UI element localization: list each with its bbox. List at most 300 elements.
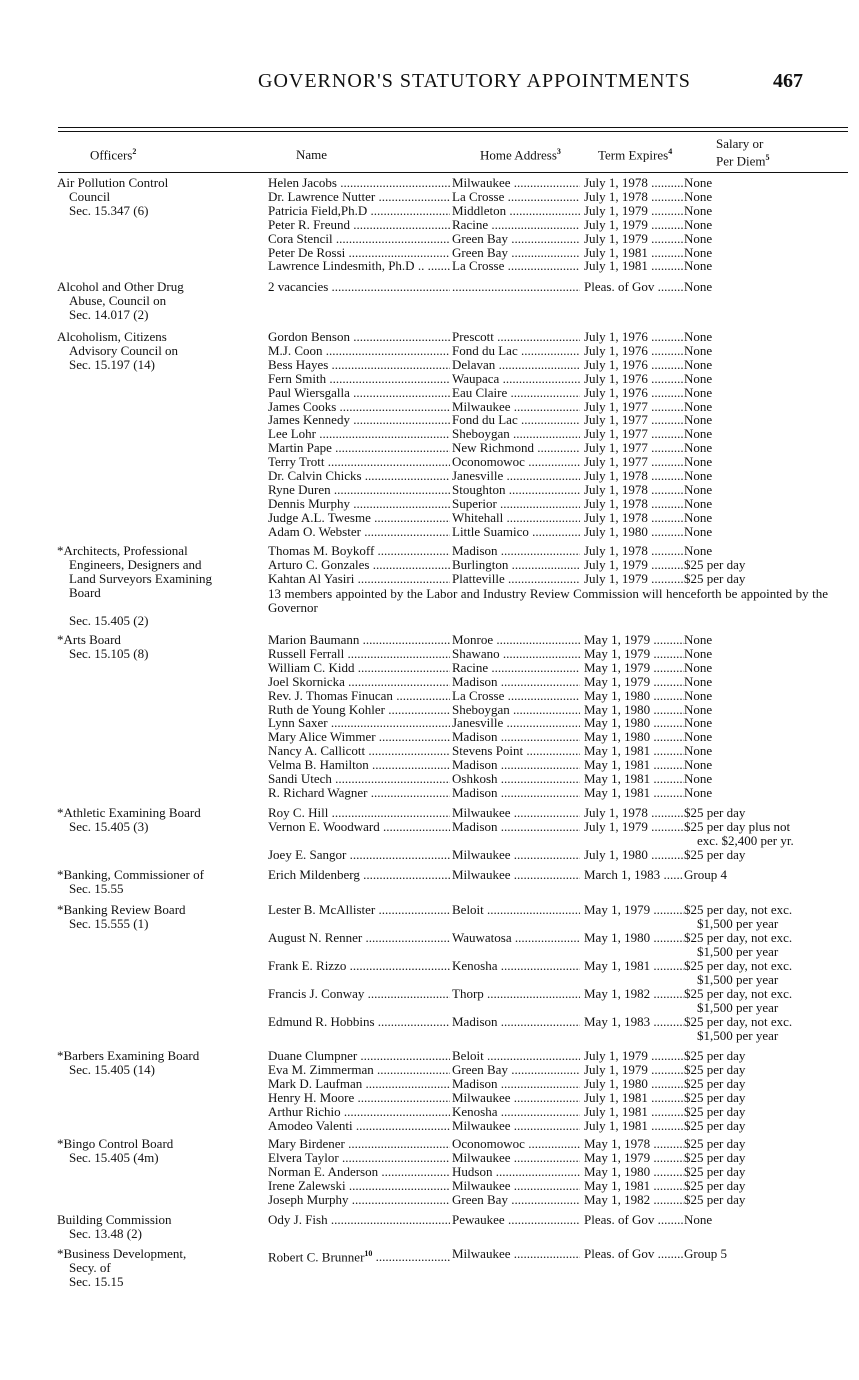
term-expires: May 1, 1980 .....	[584, 716, 684, 730]
home-address: Madison .....	[452, 1015, 580, 1029]
appointee-name: Adam O. Webster .....	[268, 525, 450, 539]
appointee-name: Lee Lohr .....	[268, 427, 450, 441]
table-row	[0, 1137, 859, 1151]
appointee-name: Joel Skornicka .....	[268, 675, 450, 689]
home-address: Madison .....	[452, 820, 580, 834]
officer-label-line: Sec. 15.15	[69, 1274, 124, 1289]
salary: $25 per day	[684, 1118, 746, 1133]
salary: None	[684, 496, 713, 511]
salary: $25 per day, not exc.	[684, 903, 793, 917]
salary: $25 per day plus not	[684, 819, 791, 834]
table-row	[0, 1015, 859, 1043]
term-expires: July 1, 1976 .....	[584, 344, 684, 358]
table-row	[0, 511, 859, 525]
term-expires: May 1, 1980 .....	[584, 703, 684, 717]
salary: $25 per day	[684, 1090, 746, 1105]
home-address: Monroe .....	[452, 633, 580, 647]
table-row	[0, 987, 859, 1015]
salary: $25 per day	[684, 1049, 746, 1063]
term-expires: July 1, 1978 .....	[584, 190, 684, 204]
home-address: Stoughton .....	[452, 483, 580, 497]
home-address: Waupaca .....	[452, 372, 580, 386]
salary: None	[684, 482, 713, 497]
term-expires: July 1, 1981 .....	[584, 259, 684, 273]
salary: None	[684, 716, 713, 731]
officer-label-line: Board	[69, 585, 101, 600]
officer-label-line: Secy. of	[69, 1260, 111, 1275]
table-row	[0, 1151, 859, 1165]
appointee-name: 2 vacancies .....	[268, 280, 450, 294]
salary: $25 per day	[684, 571, 746, 586]
appointee-name: Mark D. Laufman .....	[268, 1077, 450, 1091]
home-address: La Crosse .....	[452, 190, 580, 204]
term-expires: July 1, 1979 .....	[584, 232, 684, 246]
salary: None	[684, 330, 713, 344]
salary: None	[684, 385, 713, 400]
table-row	[0, 730, 859, 744]
appointee-name: Patricia Field,Ph.D .....	[268, 204, 450, 218]
column-salary: Salary or Per Diem$^5$	[716, 136, 770, 169]
appointee-name: Bess Hayes .....	[268, 358, 450, 372]
home-address: Thorp .....	[452, 987, 580, 1001]
salary: None	[684, 544, 713, 558]
officer-label-line: Air Pollution Control	[57, 175, 169, 190]
salary: None	[684, 524, 713, 539]
term-expires: July 1, 1977 .....	[584, 441, 684, 455]
table-row	[0, 959, 859, 987]
salary: None	[684, 427, 713, 442]
home-address: Green Bay .....	[452, 246, 580, 260]
salary: $25 per day, not exc.	[684, 959, 793, 973]
home-address: Milwaukee .....	[452, 1179, 580, 1193]
appointee-name: Mary Birdener .....	[268, 1137, 450, 1151]
table-row	[0, 1063, 859, 1077]
home-address: Milwaukee .....	[452, 400, 580, 414]
salary: None	[684, 189, 713, 204]
home-address: Shawano .....	[452, 647, 580, 661]
appointee-name: Cora Stencil .....	[268, 232, 450, 246]
header-rule-bottom	[58, 131, 848, 132]
table-row	[0, 280, 859, 294]
appointee-name: Lawrence Lindesmith, Ph.D .. .....	[268, 259, 450, 273]
home-address: Platteville .....	[452, 572, 580, 586]
home-address: Oconomowoc .....	[452, 455, 580, 469]
home-address: New Richmond .....	[452, 441, 580, 455]
salary: None	[684, 280, 713, 294]
term-expires: May 1, 1981 .....	[584, 758, 684, 772]
home-address: Milwaukee .....	[452, 1151, 580, 1165]
salary: None	[684, 730, 713, 745]
term-expires: July 1, 1981 .....	[584, 1091, 684, 1105]
home-address: Superior .....	[452, 497, 580, 511]
officer-label-line: Sec. 15.197 (14)	[69, 357, 155, 372]
table-row	[0, 190, 859, 204]
home-address: Milwaukee .....	[452, 1091, 580, 1105]
term-expires: May 1, 1983 .....	[584, 1015, 684, 1029]
salary: None	[684, 702, 713, 717]
officer-label-line: Sec. 13.48 (2)	[69, 1226, 142, 1241]
appointee-name: August N. Renner .....	[268, 931, 450, 945]
column-term-expires: Term Expires$^4$	[598, 147, 673, 163]
salary-continued: $1,500 per year	[697, 972, 779, 987]
appointee-name: Martin Pape .....	[268, 441, 450, 455]
table-row	[0, 572, 859, 586]
term-expires: July 1, 1979 .....	[584, 218, 684, 232]
officer-label-line: Sec. 15.405 (2)	[69, 613, 149, 628]
salary: $25 per day	[684, 847, 746, 862]
table-row	[0, 675, 859, 689]
appointee-name: Arthur Richio .....	[268, 1105, 450, 1119]
salary-continued: $1,500 per year	[697, 916, 779, 931]
salary: None	[684, 1213, 713, 1227]
term-expires: May 1, 1981 .....	[584, 772, 684, 786]
page-number: 467	[773, 70, 803, 92]
home-address: Madison .....	[452, 544, 580, 558]
table-row	[0, 1077, 859, 1091]
appointee-name: Nancy A. Callicott .....	[268, 744, 450, 758]
table-row	[0, 703, 859, 717]
home-address: Milwaukee .....	[452, 1119, 580, 1133]
home-address: Delavan .....	[452, 358, 580, 372]
term-expires: July 1, 1978 .....	[584, 483, 684, 497]
table-row	[0, 469, 859, 483]
table-row	[0, 1213, 859, 1227]
appointee-name: Dennis Murphy .....	[268, 497, 450, 511]
appointee-name: Norman E. Anderson .....	[268, 1165, 450, 1179]
column-officers: Officers$^2$	[90, 147, 137, 163]
home-address: Beloit .....	[452, 903, 580, 917]
term-expires: July 1, 1977 .....	[584, 427, 684, 441]
table-row	[0, 758, 859, 772]
table-row	[0, 772, 859, 786]
home-address: Racine .....	[452, 661, 580, 675]
page-title: GOVERNOR'S STATUTORY APPOINTMENTS	[258, 70, 691, 92]
table-row	[0, 633, 859, 647]
home-address: Kenosha .....	[452, 1105, 580, 1119]
term-expires: July 1, 1978 .....	[584, 469, 684, 483]
term-expires: July 1, 1979 .....	[584, 820, 684, 834]
appointee-name: Eva M. Zimmerman .....	[268, 1063, 450, 1077]
term-expires: May 1, 1981 .....	[584, 744, 684, 758]
appointee-name: Thomas M. Boykoff .....	[268, 544, 450, 558]
appointee-name: Joseph Murphy .....	[268, 1193, 450, 1207]
salary: None	[684, 674, 713, 689]
salary: None	[684, 357, 713, 372]
appointee-name: Erich Mildenberg .....	[268, 868, 450, 882]
home-address: La Crosse .....	[452, 689, 580, 703]
table-row	[0, 525, 859, 539]
term-expires: July 1, 1979 .....	[584, 558, 684, 572]
section-note: 13 members appointed by the Labor and Industry Review Commission will henceforth be appointed by the Governor	[268, 586, 828, 615]
header-rule-top	[58, 127, 848, 128]
officer-label-line: *Banking, Commissioner of	[57, 867, 204, 882]
term-expires: July 1, 1981 .....	[584, 246, 684, 260]
home-address: Madison .....	[452, 675, 580, 689]
term-expires: May 1, 1982 .....	[584, 1193, 684, 1207]
home-address: Madison .....	[452, 786, 580, 800]
salary: None	[684, 758, 713, 773]
salary-continued: $1,500 per year	[697, 1028, 779, 1043]
term-expires: July 1, 1976 .....	[584, 330, 684, 344]
appointee-name: Dr. Lawrence Nutter .....	[268, 190, 450, 204]
term-expires: July 1, 1977 .....	[584, 455, 684, 469]
term-expires: May 1, 1979 .....	[584, 1151, 684, 1165]
term-expires: May 1, 1981 .....	[584, 786, 684, 800]
table-row	[0, 544, 859, 558]
officer-label-line: Alcohol and Other Drug	[57, 279, 184, 294]
home-address: Middleton .....	[452, 204, 580, 218]
table-row	[0, 1165, 859, 1179]
term-expires: July 1, 1979 .....	[584, 1063, 684, 1077]
appointee-name: Edmund R. Hobbins .....	[268, 1015, 450, 1029]
table-row	[0, 204, 859, 218]
officer-label-line: Sec. 15.347 (6)	[69, 203, 149, 218]
officer-label-line: Abuse, Council on	[69, 293, 167, 308]
salary: $25 per day, not exc.	[684, 931, 793, 945]
salary: None	[684, 660, 713, 675]
column-header-rule	[58, 172, 848, 173]
table-row	[0, 441, 859, 455]
term-expires: July 1, 1979 .....	[584, 572, 684, 586]
appointee-name: Dr. Calvin Chicks .....	[268, 469, 450, 483]
table-row	[0, 1247, 859, 1265]
officer-label-line: Sec. 14.017 (2)	[69, 307, 149, 322]
officer-label-line: Sec. 15.405 (14)	[69, 1062, 155, 1077]
officer-label-line: Alcoholism, Citizens	[57, 329, 167, 344]
table-row	[0, 344, 859, 358]
salary: None	[684, 413, 713, 428]
officer-label-line: *Bingo Control Board	[57, 1136, 174, 1151]
salary: None	[684, 441, 713, 456]
table-row	[0, 744, 859, 758]
appointee-name: James Kennedy .....	[268, 413, 450, 427]
home-address: Hudson .....	[452, 1165, 580, 1179]
home-address: Racine .....	[452, 218, 580, 232]
appointee-name: Gordon Benson .....	[268, 330, 450, 344]
home-address: Fond du Lac .....	[452, 413, 580, 427]
term-expires: July 1, 1980 .....	[584, 848, 684, 862]
appointee-name: Vernon E. Woodward .....	[268, 820, 450, 834]
term-expires: July 1, 1977 .....	[584, 413, 684, 427]
appointee-name: Ruth de Young Kohler .....	[268, 703, 450, 717]
term-expires: May 1, 1980 .....	[584, 931, 684, 945]
table-row	[0, 786, 859, 800]
column-home-address: Home Address$^3$	[480, 147, 561, 163]
home-address: Milwaukee .....	[452, 1247, 580, 1261]
appointee-name: Terry Trott .....	[268, 455, 450, 469]
term-expires: July 1, 1978 .....	[584, 806, 684, 820]
salary: None	[684, 688, 713, 703]
salary: $25 per day, not exc.	[684, 1015, 793, 1029]
appointee-name: Lynn Saxer .....	[268, 716, 450, 730]
term-expires: May 1, 1981 .....	[584, 1179, 684, 1193]
salary-continued: $1,500 per year	[697, 1000, 779, 1015]
home-address: Beloit .....	[452, 1049, 580, 1063]
appointee-name: R. Richard Wagner .....	[268, 786, 450, 800]
term-expires: May 1, 1982 .....	[584, 987, 684, 1001]
salary: Group 4	[684, 868, 727, 882]
officer-label-line: *Barbers Examining Board	[57, 1048, 200, 1063]
table-row	[0, 661, 859, 675]
home-address: Sheboygan .....	[452, 427, 580, 441]
salary: None	[684, 217, 713, 232]
table-row	[0, 413, 859, 427]
home-address: Milwaukee .....	[452, 868, 580, 882]
home-address: Stevens Point .....	[452, 744, 580, 758]
home-address: Kenosha .....	[452, 959, 580, 973]
term-expires: May 1, 1978 .....	[584, 1137, 684, 1151]
term-expires: May 1, 1979 .....	[584, 675, 684, 689]
appointee-name: William C. Kidd .....	[268, 661, 450, 675]
term-expires: May 1, 1980 .....	[584, 1165, 684, 1179]
table-row	[0, 400, 859, 414]
officer-label-line: *Business Development,	[57, 1246, 187, 1261]
salary: $25 per day	[684, 1104, 746, 1119]
table-row	[0, 358, 859, 372]
officer-label-line: *Banking Review Board	[57, 902, 186, 917]
table-row	[0, 1193, 859, 1207]
table-row	[0, 176, 859, 190]
officer-label-line: Sec. 15.555 (1)	[69, 916, 149, 931]
table-row	[0, 848, 859, 862]
home-address: Milwaukee .....	[452, 806, 580, 820]
table-row	[0, 1091, 859, 1105]
home-address: Oconomowoc .....	[452, 1137, 580, 1151]
appointee-name: Sandi Utech .....	[268, 772, 450, 786]
home-address: Milwaukee .....	[452, 176, 580, 190]
home-address: Eau Claire .....	[452, 386, 580, 400]
salary: None	[684, 371, 713, 386]
term-expires: July 1, 1977 .....	[584, 400, 684, 414]
salary: $25 per day	[684, 1192, 746, 1207]
home-address: Prescott .....	[452, 330, 580, 344]
appointee-name: Mary Alice Wimmer .....	[268, 730, 450, 744]
term-expires: July 1, 1979 .....	[584, 204, 684, 218]
salary: $25 per day	[684, 1164, 746, 1179]
appointee-name: M.J. Coon .....	[268, 344, 450, 358]
salary: $25 per day, not exc.	[684, 987, 793, 1001]
table-row	[0, 218, 859, 232]
appointee-name: Joey E. Sangor .....	[268, 848, 450, 862]
home-address: Janesville .....	[452, 469, 580, 483]
salary: None	[684, 203, 713, 218]
appointee-name: Frank E. Rizzo .....	[268, 959, 450, 973]
salary: None	[684, 259, 713, 274]
salary: $25 per day	[684, 1137, 746, 1151]
term-expires: July 1, 1976 .....	[584, 358, 684, 372]
officer-label-line: Sec. 15.405 (3)	[69, 819, 149, 834]
table-row	[0, 1119, 859, 1133]
appointee-name: Peter R. Freund .....	[268, 218, 450, 232]
appointee-name: Elvera Taylor .....	[268, 1151, 450, 1165]
salary: $25 per day	[684, 1076, 746, 1091]
home-address: La Crosse .....	[452, 259, 580, 273]
home-address: Madison .....	[452, 1077, 580, 1091]
appointee-name: Robert C. Brunner$^{10}$ .....	[268, 1247, 450, 1264]
table-row	[0, 427, 859, 441]
officer-label-line: *Arts Board	[57, 632, 121, 647]
term-expires: Pleas. of Gov .....	[584, 280, 684, 294]
salary: None	[684, 231, 713, 246]
home-address: Little Suamico .....	[452, 525, 580, 539]
salary: $25 per day	[684, 557, 746, 572]
home-address	[452, 280, 580, 294]
salary: $25 per day	[684, 1178, 746, 1193]
home-address: Green Bay .....	[452, 1063, 580, 1077]
salary: None	[684, 455, 713, 470]
appointee-name: Helen Jacobs .....	[268, 176, 450, 190]
term-expires: July 1, 1981 .....	[584, 1105, 684, 1119]
appointee-name: Amodeo Valenti .....	[268, 1119, 450, 1133]
table-row	[0, 232, 859, 246]
term-expires: July 1, 1978 .....	[584, 511, 684, 525]
home-address: Burlington .....	[452, 558, 580, 572]
officer-label-line: Building Commission	[57, 1212, 172, 1227]
term-expires: July 1, 1976 .....	[584, 372, 684, 386]
appointee-name: Francis J. Conway .....	[268, 987, 450, 1001]
appointee-name: Judge A.L. Twesme .....	[268, 511, 450, 525]
term-expires: July 1, 1980 .....	[584, 1077, 684, 1091]
table-row	[0, 819, 859, 848]
appointee-name: Russell Ferrall .....	[268, 647, 450, 661]
table-row	[0, 689, 859, 703]
table-row	[0, 497, 859, 511]
table-row	[0, 386, 859, 400]
appointee-name: Peter De Rossi .....	[268, 246, 450, 260]
salary: None	[684, 772, 713, 786]
term-expires: July 1, 1980 .....	[584, 525, 684, 539]
table-row	[0, 647, 859, 661]
salary: None	[684, 245, 713, 260]
table-row	[0, 246, 859, 260]
officer-label-line: Council	[69, 189, 111, 204]
salary: None	[684, 469, 713, 483]
table-row	[0, 330, 859, 344]
appointee-name: Fern Smith .....	[268, 372, 450, 386]
officer-label-line: Sec. 15.105 (8)	[69, 646, 149, 661]
table-row	[0, 1105, 859, 1119]
salary-continued: $1,500 per year	[697, 944, 779, 959]
salary: None	[684, 646, 713, 661]
term-expires: July 1, 1981 .....	[584, 1119, 684, 1133]
table-row	[0, 372, 859, 386]
table-row	[0, 806, 859, 820]
appointee-name: James Cooks .....	[268, 400, 450, 414]
officer-label-line: *Architects, Professional	[57, 543, 188, 558]
term-expires: May 1, 1980 .....	[584, 730, 684, 744]
officer-label-line	[57, 600, 212, 614]
home-address: Madison .....	[452, 758, 580, 772]
home-address: Wauwatosa .....	[452, 931, 580, 945]
appointee-name: Kahtan Al Yasiri .....	[268, 572, 450, 586]
term-expires: July 1, 1976 .....	[584, 386, 684, 400]
appointee-name: Arturo C. Gonzales .....	[268, 558, 450, 572]
term-expires: May 1, 1979 .....	[584, 661, 684, 675]
appointee-name: Ody J. Fish .....	[268, 1213, 450, 1227]
home-address: Fond du Lac .....	[452, 344, 580, 358]
home-address: Milwaukee .....	[452, 848, 580, 862]
appointee-name: Roy C. Hill .....	[268, 806, 450, 820]
appointee-name: Henry H. Moore .....	[268, 1091, 450, 1105]
appointee-name: Lester B. McAllister .....	[268, 903, 450, 917]
table-row	[0, 716, 859, 730]
salary: $25 per day	[684, 1150, 746, 1165]
home-address: Sheboygan .....	[452, 703, 580, 717]
officer-label-line: Engineers, Designers and	[69, 557, 202, 572]
officer-label-line: Land Surveyors Examining	[69, 571, 212, 586]
salary: None	[684, 633, 713, 647]
home-address: Janesville .....	[452, 716, 580, 730]
